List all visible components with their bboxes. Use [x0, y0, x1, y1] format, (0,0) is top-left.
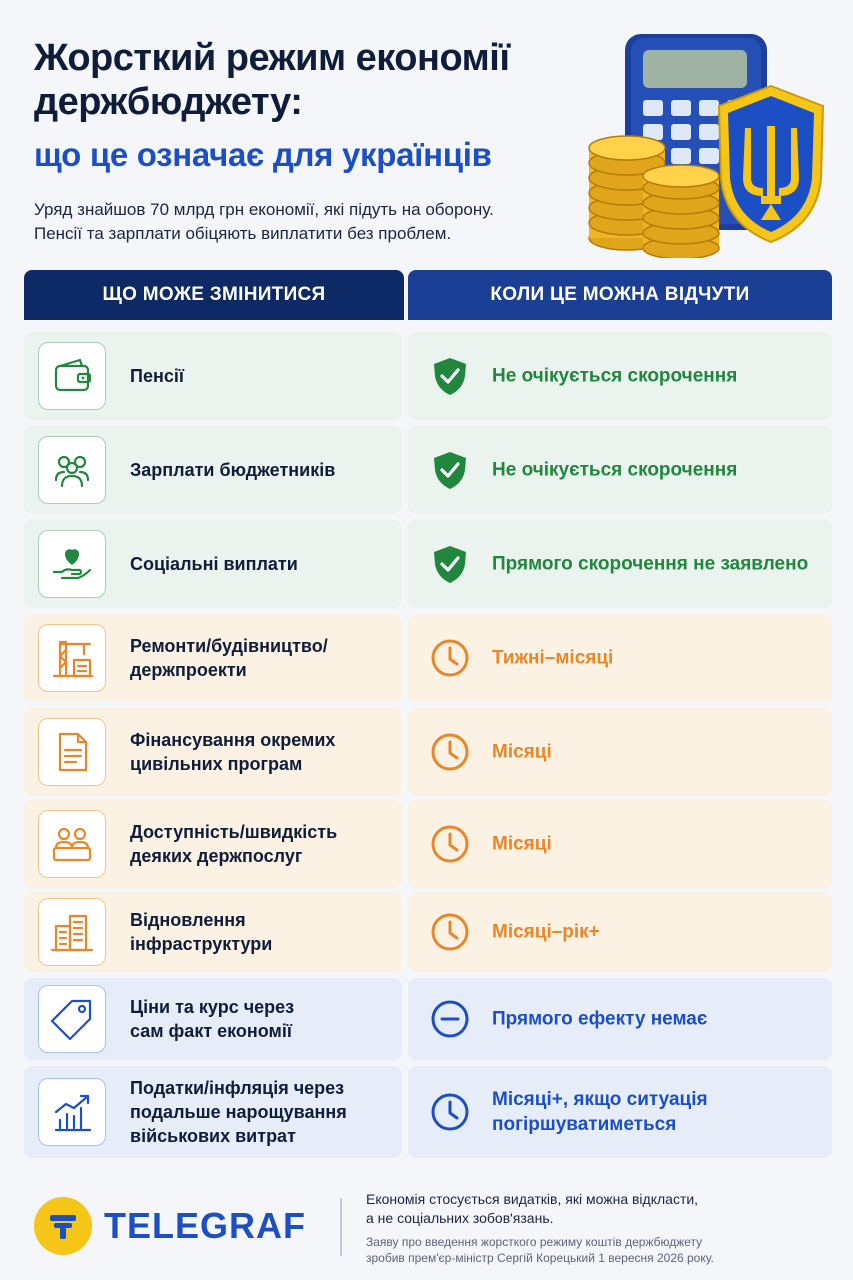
status-text [492, 920, 827, 945]
table-row [20, 516, 835, 612]
title-line: Жорсткий режим економії [34, 37, 510, 79]
shield-check-icon [430, 544, 470, 584]
item-label-line: цивільних програм [130, 754, 303, 774]
footer-source-line: Заяву про введення жорсткого режиму коштів держбюджету [366, 1235, 703, 1249]
status-text [492, 1007, 827, 1032]
wallet-icon [38, 342, 106, 410]
item-label-line: сам факт економії [130, 1021, 292, 1041]
status-text-line: Прямого ефекту немає [492, 1008, 708, 1030]
item-label-line: Соціальні виплати [130, 554, 298, 574]
table-row [20, 888, 835, 976]
item-label [130, 458, 395, 482]
item-label [130, 552, 395, 576]
item-label-line: деяких держпослуг [130, 846, 303, 866]
table-row [20, 1062, 835, 1162]
table-row [20, 422, 835, 518]
table-row [20, 974, 835, 1064]
clock-icon [430, 1092, 470, 1132]
item-label [130, 728, 395, 776]
item-cell [24, 708, 402, 796]
status-cell [408, 332, 832, 420]
status-text [492, 1087, 827, 1137]
growth-chart-icon [38, 1078, 106, 1146]
item-label-line: Ціни та курс через [130, 997, 295, 1017]
status-cell [408, 520, 832, 608]
item-cell [24, 614, 402, 702]
status-cell [408, 614, 832, 702]
crane-icon [38, 624, 106, 692]
footer-note [366, 1190, 836, 1228]
people-icon [38, 436, 106, 504]
footer-source-line: зробив прем'єр-міністр Сергій Корецький 1 вересня 2026 року. [366, 1251, 714, 1265]
status-text-line: погіршуватиметься [492, 1114, 677, 1135]
clock-icon [430, 732, 470, 772]
page-title [34, 36, 594, 124]
item-label-line: Податки/інфляція через [130, 1078, 345, 1098]
status-text-line: Місяці–рік+ [492, 921, 600, 943]
item-label-line: Відновлення [130, 910, 246, 930]
table-row [20, 704, 835, 800]
lead-text [34, 198, 594, 246]
status-cell [408, 708, 832, 796]
item-cell [24, 892, 402, 972]
item-cell [24, 800, 402, 888]
service-desk-icon [38, 810, 106, 878]
lead-line: Уряд знайшов 70 млрд грн економії, які підуть на оборону. [34, 200, 494, 219]
item-label [130, 995, 395, 1043]
item-cell [24, 978, 402, 1060]
item-label-line: Ремонти/будівництво/ [130, 636, 328, 656]
footer-source [366, 1234, 836, 1266]
item-label [130, 364, 395, 388]
shield-check-icon [430, 450, 470, 490]
item-label [130, 1076, 395, 1148]
document-icon [38, 718, 106, 786]
price-tag-icon [38, 985, 106, 1053]
status-cell [408, 800, 832, 888]
column-header-when-felt: КОЛИ ЦЕ МОЖНА ВІДЧУТИ [408, 270, 832, 320]
status-text [492, 832, 827, 857]
item-label-line: військових витрат [130, 1126, 296, 1146]
footer-divider [340, 1198, 342, 1256]
status-text-line: Місяці [492, 741, 552, 763]
item-label [130, 908, 395, 956]
logo-mark-icon [34, 1197, 92, 1255]
logo-text: TELEGRAF [104, 1205, 306, 1246]
item-label [130, 634, 395, 682]
item-label-line: держпроекти [130, 660, 247, 680]
status-text [492, 364, 827, 389]
clock-icon [430, 912, 470, 952]
shield-check-icon [430, 356, 470, 396]
footer-note-line: а не соціальних зобов'язань. [366, 1210, 554, 1226]
item-cell [24, 520, 402, 608]
status-text-line: Місяці+, якщо ситуація [492, 1089, 708, 1110]
item-cell [24, 1066, 402, 1158]
table-row [20, 610, 835, 706]
item-label-line: Зарплати бюджетників [130, 460, 336, 480]
footer-note-line: Економія стосується видатків, які можна відкласти, [366, 1191, 699, 1207]
status-cell [408, 892, 832, 972]
status-text-line: Прямого скорочення не заявлено [492, 553, 809, 575]
item-label-line: Фінансування окремих [130, 730, 336, 750]
status-text-line: Тижні–місяці [492, 647, 614, 669]
telegraf-logo [34, 1196, 306, 1256]
status-cell [408, 426, 832, 514]
heart-hand-icon [38, 530, 106, 598]
item-label-line: Доступність/швидкість [130, 822, 338, 842]
status-text-line: Не очікується скорочення [492, 459, 738, 481]
item-label-line: інфраструктури [130, 934, 273, 954]
status-text [492, 740, 827, 765]
status-text [492, 552, 827, 577]
clock-icon [430, 824, 470, 864]
status-cell [408, 1066, 832, 1158]
table-row [20, 796, 835, 892]
table-row [20, 328, 835, 424]
item-label-line: Пенсії [130, 366, 184, 386]
status-cell [408, 978, 832, 1060]
minus-circle-icon [430, 999, 470, 1039]
buildings-icon [38, 898, 106, 966]
page-subtitle: що це означає для українців [34, 136, 492, 173]
lead-line: Пенсії та зарплати обіцяють виплатити без проблем. [34, 224, 452, 243]
item-cell [24, 426, 402, 514]
status-text [492, 646, 827, 671]
status-text-line: Місяці [492, 833, 552, 855]
calculator-coins-shield-illustration [585, 28, 835, 258]
column-header-what-changes: ЩО МОЖЕ ЗМІНИТИСЯ [24, 270, 404, 320]
title-line: держбюджету: [34, 81, 303, 123]
item-cell [24, 332, 402, 420]
status-text-line: Не очікується скорочення [492, 365, 738, 387]
status-text [492, 458, 827, 483]
item-label [130, 820, 395, 868]
clock-icon [430, 638, 470, 678]
item-label-line: подальше нарощування [130, 1102, 347, 1122]
